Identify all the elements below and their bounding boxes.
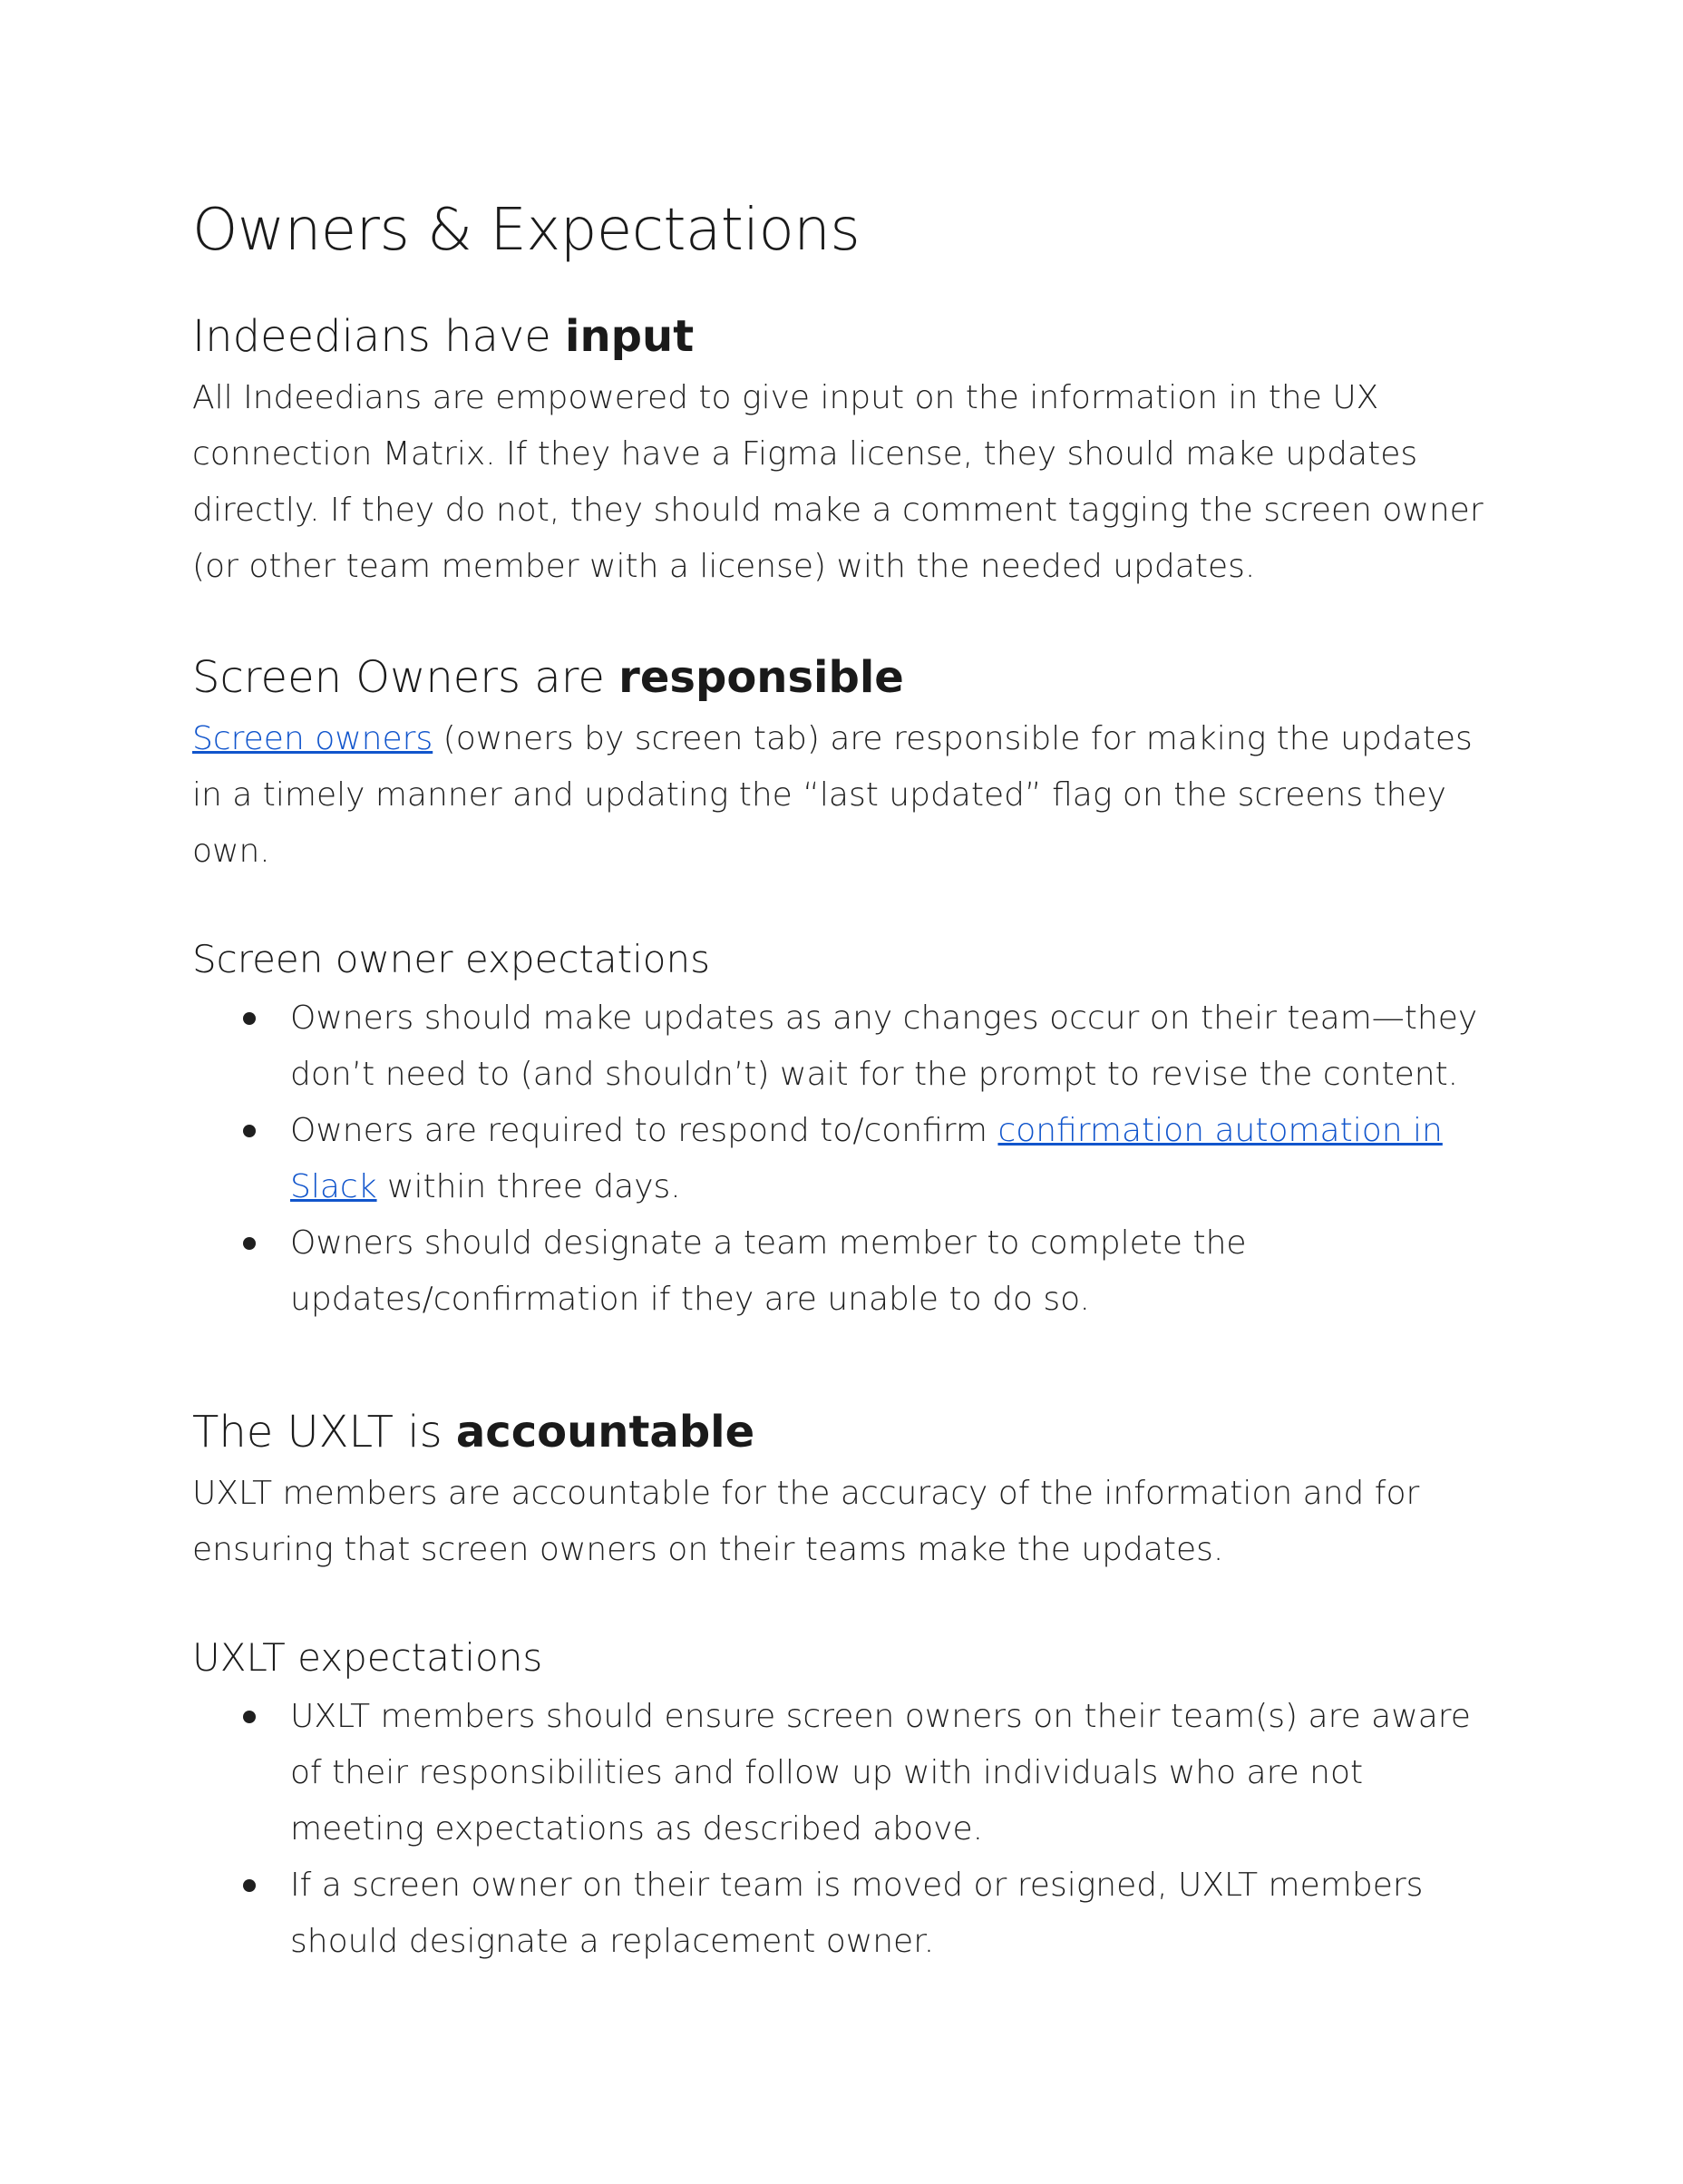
owner-expectations-list <box>192 990 1498 1328</box>
bullet-icon <box>243 1879 256 1892</box>
list-item <box>192 990 1498 1103</box>
list-item-text: Owners should make updates as any changes occur on their team—they don’t need to (and shouldn’t) wait for the prompt to revise the content. <box>290 999 1478 1093</box>
confirmation-automation-link[interactable]: confirmation automation in Slack <box>290 1112 1443 1205</box>
heading-prefix: Screen Owners are <box>192 652 619 703</box>
bullet-icon <box>243 1237 256 1250</box>
body-text: (owners by screen tab) are responsible for making the updates in a timely manner and updating the “last updated” flag on the screens they own. <box>192 720 1473 870</box>
list-item-text: within three days. <box>376 1168 681 1205</box>
page-title: Owners & Expectations <box>192 197 861 264</box>
uxlt-expectations-list <box>192 1689 1498 1970</box>
section-accountable <box>192 1402 1498 1578</box>
section-responsible <box>192 648 1498 880</box>
list-item <box>192 1103 1498 1215</box>
heading-prefix: Indeedians have <box>192 311 566 362</box>
heading-bold: responsible <box>618 652 904 703</box>
bullet-icon <box>243 1012 256 1025</box>
section-heading-input <box>192 307 1498 366</box>
screen-owners-link[interactable]: Screen owners <box>192 720 433 757</box>
bullet-icon <box>243 1711 256 1723</box>
heading-prefix: The UXLT is <box>192 1407 456 1458</box>
section-uxlt-expectations <box>192 1631 1498 1970</box>
list-item <box>192 1689 1498 1857</box>
list-item-text: If a screen owner on their team is moved or resigned, UXLT members should designate a replacement owner. <box>290 1867 1424 1960</box>
heading-bold: input <box>565 311 695 362</box>
section-owner-expectations <box>192 932 1498 1328</box>
section-heading-accountable <box>192 1402 1498 1462</box>
bullet-icon <box>243 1125 256 1137</box>
subheading-uxlt-expectations: UXLT expectations <box>192 1635 543 1680</box>
subheading-owner-expectations: Screen owner expectations <box>192 937 710 981</box>
list-item-text: Owners should designate a team member to complete the updates/confirmation if they are unable to do so. <box>290 1224 1247 1318</box>
list-item-text: Owners are required to respond to/confirm <box>290 1112 998 1149</box>
section-heading-responsible <box>192 648 1498 707</box>
list-item-text: UXLT members should ensure screen owners on their team(s) are aware of their responsibilities and follow up with individuals who are not meeting expectations as described above. <box>290 1698 1471 1848</box>
heading-bold: accountable <box>455 1407 755 1458</box>
list-item <box>192 1215 1498 1328</box>
section-body-input: All Indeedians are empowered to give input on the information in the UX connection Matrix. If they have a Figma license, they should make updates directly. If they do not, they should make a comment tagging the screen owner (or other team member with a license) with the needed updates. <box>192 379 1484 585</box>
section-input <box>192 307 1498 595</box>
section-body-accountable: UXLT members are accountable for the accuracy of the information and for ensuring that screen owners on their teams make the updates. <box>192 1475 1420 1568</box>
document-page <box>192 190 1498 1995</box>
section-body-responsible <box>192 711 1498 880</box>
list-item <box>192 1857 1498 1970</box>
